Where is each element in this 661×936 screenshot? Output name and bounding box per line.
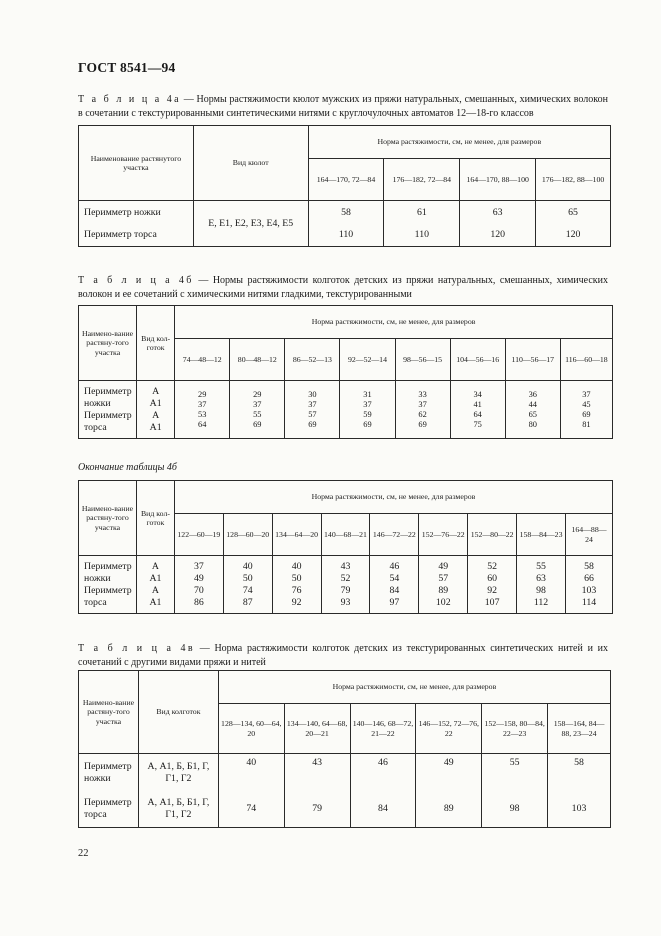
table-4b-end-col [370, 556, 419, 614]
table-4b-cell: 69 [418, 419, 427, 429]
table-4b-end-cell: 98 [536, 584, 546, 596]
table-4b-end-caption: Окончание таблицы 4б [78, 462, 177, 473]
table-4v-cell: 74 [218, 792, 284, 828]
document-title: ГОСТ 8541—94 [78, 60, 176, 75]
table-4b-end-col [419, 556, 468, 614]
table-4b-size: 74—48—12 [175, 339, 230, 381]
table-4b-header-kind: Вид кол-готок [137, 306, 175, 381]
table-4b-end-size: 152—80—22 [468, 514, 517, 556]
table-4b-kind: А1 [149, 421, 162, 433]
table-4b-size: 104—56—16 [450, 339, 505, 381]
table-4v-size: 158—164, 84—88, 23—24 [548, 704, 611, 754]
table-4b-end-size: 140—68—21 [321, 514, 370, 556]
table-4b-end-cell: 102 [435, 596, 451, 608]
table-4b-cell: 62 [418, 409, 427, 419]
table-4b-end-cell: 97 [389, 596, 400, 608]
table-4b-end-cell: 92 [487, 584, 498, 596]
table-4b-end-size: 146—72—22 [370, 514, 419, 556]
table-4a-cell: 110 [384, 225, 460, 247]
table-4b-end-size: 152—76—22 [419, 514, 468, 556]
table-4b-end-size: 164—88—24 [565, 514, 612, 556]
table-4b-cell: 37 [418, 399, 427, 409]
table-4b-cell: 69 [363, 419, 372, 429]
table-4v-cell: 58 [548, 754, 611, 792]
table-4v-kinds: А, А1, Б, Б1, Г, Г1, Г2 [138, 754, 218, 792]
table-4v [78, 670, 611, 828]
table-4b-end-cell: 70 [193, 584, 204, 596]
table-4b-end-cell: 66 [584, 572, 594, 584]
table-4v-header-norm: Норма растяжимости, см, не менее, для размеров [218, 671, 610, 704]
table-4v-cell: 103 [548, 792, 611, 828]
table-4b-end-cell: 40 [242, 560, 253, 572]
table-4b-kinds [137, 381, 175, 439]
table-4b-cell: 45 [582, 399, 591, 409]
table-4a-row-label: Перимметр торса [79, 225, 194, 247]
table-4v-cell: 79 [284, 792, 350, 828]
table-4b-cell: 33 [418, 389, 427, 399]
table-4b-end-cell: 50 [242, 572, 253, 584]
table-4v-cell: 84 [350, 792, 416, 828]
table-4b-cell: 69 [253, 419, 262, 429]
table-4v-header-kind: Вид колготок [138, 671, 218, 754]
table-4b-end-col [223, 556, 272, 614]
table-4a-row-label: Перимметр ножки [79, 201, 194, 225]
table-4b-end-cell: 55 [536, 560, 546, 572]
table-4v-header-name: Наимено-вание растяну-того участка [79, 671, 139, 754]
table-4b-end-kind: А1 [149, 596, 162, 608]
table-4b-cell: 44 [528, 399, 537, 409]
table-4b-cell: 69 [582, 409, 591, 419]
table-4b-header-name: Наимено-вание растяну-того участка [79, 306, 137, 381]
table-4b-end-kinds [136, 556, 174, 614]
table-4a-caption [78, 93, 608, 121]
table-4b-cell: 55 [253, 409, 262, 419]
table-4b-cell: 64 [473, 409, 482, 419]
table-4a-header-norm: Норма растяжимости, см, не менее, для размеров [308, 126, 610, 159]
table-4b-end-cell: 84 [389, 584, 400, 596]
table-4v-cell: 40 [218, 754, 284, 792]
table-4v-kinds: А, А1, Б, Б1, Г, Г1, Г2 [138, 792, 218, 828]
table-4v-label: Т а б л и ц а 4в [78, 643, 195, 654]
table-4b-end-cell: 43 [340, 560, 351, 572]
table-4b-end-cell: 50 [291, 572, 302, 584]
table-4b-caption [78, 274, 608, 302]
table-4b-end-cell: 46 [389, 560, 400, 572]
table-4a-header-kind: Вид кюлот [193, 126, 308, 201]
table-4b-cell: 37 [253, 399, 262, 409]
table-4a-size: 176—182, 88—100 [536, 159, 611, 201]
table-4b-kind: А1 [149, 397, 162, 409]
table-4v-size: 140—146, 68—72, 21—22 [350, 704, 416, 754]
table-4b-end-size: 134—64—20 [272, 514, 321, 556]
table-4b-end-row-labels [79, 556, 137, 614]
table-4b-end-cell: 93 [340, 596, 351, 608]
table-4a-title: — Нормы растяжимости кюлот мужских из пряжи натуральных, смешанных, химических волокон в сочетании с текстурированными синтетическими нитями с круглочулочных автоматов 12—18-го классов [78, 94, 608, 119]
table-4a-kind-value: Е, Е1, Е2, Е3, Е4, Е5 [193, 201, 308, 247]
table-4b-col [395, 381, 450, 439]
table-4a-label: Т а б л и ц а 4а [78, 94, 181, 105]
table-4b-cell: 31 [363, 389, 372, 399]
table-4a-size: 164—170, 88—100 [460, 159, 536, 201]
table-4b-size: 116—60—18 [560, 339, 612, 381]
table-4b-kind: А [152, 409, 160, 421]
table-4b-size: 110—56—17 [505, 339, 560, 381]
table-4b-end-row-label: Перимметр торса [84, 584, 132, 608]
table-4b-end-kind: А [151, 560, 159, 572]
table-4b-end-col [565, 556, 612, 614]
table-4b-end-cell: 89 [438, 584, 449, 596]
table-4b-cell: 37 [582, 389, 591, 399]
table-4b-cell: 53 [198, 409, 207, 419]
table-4b-cell: 80 [528, 419, 537, 429]
table-4b-end-size: 128—60—20 [223, 514, 272, 556]
table-4b-col [230, 381, 285, 439]
table-4b-cell: 57 [308, 409, 317, 419]
table-4b-col [450, 381, 505, 439]
table-4b-cell: 37 [308, 399, 317, 409]
table-4v-cell: 46 [350, 754, 416, 792]
table-4b-end-cell: 114 [581, 596, 597, 608]
table-4b-cell: 36 [528, 389, 537, 399]
table-4b-title: — Нормы растяжимости колготок детских из пряжи натуральных, смешанных, химических волокон и ее сочетаний с химическими нитями гладкими, текстурированными [78, 275, 608, 300]
table-4v-cell: 98 [482, 792, 548, 828]
table-4b [78, 305, 613, 439]
table-4b-col [560, 381, 612, 439]
table-4a-header-name: Наименование растянутого участка [79, 126, 194, 201]
table-4b-label: Т а б л и ц а 4б [78, 275, 194, 286]
table-4b-col [285, 381, 340, 439]
table-4b-size: 98—56—15 [395, 339, 450, 381]
table-4b-row-label: Перимметр ножки [84, 385, 132, 409]
table-4b-end-cell: 52 [340, 572, 351, 584]
table-4v-cell: 43 [284, 754, 350, 792]
table-4b-end-cell: 79 [340, 584, 351, 596]
table-4b-end-size: 122—60—19 [174, 514, 223, 556]
table-4b-end-cell: 107 [484, 596, 500, 608]
table-4v-cell: 49 [416, 754, 482, 792]
table-4v-size: 128—134, 60—64, 20 [218, 704, 284, 754]
table-4b-end-col [321, 556, 370, 614]
table-4a-cell: 61 [384, 201, 460, 225]
table-4b-end-cell: 103 [581, 584, 597, 596]
table-4b-end-cell: 74 [242, 584, 253, 596]
table-4b-col [340, 381, 395, 439]
table-4a-size: 164—170, 72—84 [308, 159, 384, 201]
table-4b-size: 80—48—12 [230, 339, 285, 381]
table-4b-end-cell: 54 [389, 572, 400, 584]
table-4b-end-col [272, 556, 321, 614]
table-4b-cell: 65 [528, 409, 537, 419]
table-4b-cell: 81 [582, 419, 591, 429]
table-4b-end-cell: 49 [193, 572, 204, 584]
table-4b-row-labels [79, 381, 137, 439]
table-4b-end-cell: 60 [487, 572, 498, 584]
table-4b-cell: 29 [253, 389, 262, 399]
table-4b-end [78, 480, 613, 614]
table-4b-end-col [174, 556, 223, 614]
table-4b-end-row-label: Перимметр ножки [84, 560, 132, 584]
table-4b-col [175, 381, 230, 439]
table-4b-end-cell: 76 [291, 584, 302, 596]
table-4a-cell: 58 [308, 201, 384, 225]
table-4v-size: 152—158, 80—84, 22—23 [482, 704, 548, 754]
table-4b-end-cell: 58 [584, 560, 594, 572]
table-4b-end-cell: 63 [536, 572, 546, 584]
table-4a-cell: 63 [460, 201, 536, 225]
table-4b-end-header-name: Наимено-вание растяну-того участка [79, 481, 137, 556]
table-4b-kind: А [152, 385, 160, 397]
table-4a-cell: 65 [536, 201, 611, 225]
table-4b-header-norm: Норма растяжимости, см, не менее, для размеров [175, 306, 613, 339]
table-4b-end-cell: 112 [533, 596, 549, 608]
table-4b-end-cell: 92 [291, 596, 302, 608]
table-4v-size: 146—152, 72—76, 22 [416, 704, 482, 754]
page-number: 22 [78, 848, 89, 859]
table-4a [78, 125, 611, 247]
table-4b-cell: 41 [473, 399, 482, 409]
table-4v-caption [78, 642, 608, 670]
table-4v-cell: 55 [482, 754, 548, 792]
table-4b-cell: 75 [473, 419, 482, 429]
table-4v-cell: 89 [416, 792, 482, 828]
table-4b-size: 86—52—13 [285, 339, 340, 381]
table-4b-end-size: 158—84—23 [517, 514, 566, 556]
table-4v-row-label: Перимметр ножки [79, 754, 139, 792]
table-4b-size: 92—52—14 [340, 339, 395, 381]
table-4b-cell: 37 [198, 399, 207, 409]
table-4b-end-cell: 57 [438, 572, 449, 584]
table-4v-size: 134—140, 64—68, 20—21 [284, 704, 350, 754]
table-4b-end-col [517, 556, 566, 614]
table-4b-col [505, 381, 560, 439]
table-4b-end-kind: А1 [149, 572, 162, 584]
table-4a-cell: 120 [536, 225, 611, 247]
table-4v-title: — Норма растяжимости колготок детских из текстурированных синтетических нитей и их сочетаний с другими видами пряжи и нитей [78, 643, 608, 668]
table-4b-cell: 64 [198, 419, 207, 429]
table-4b-end-cell: 37 [193, 560, 204, 572]
table-4b-end-cell: 49 [438, 560, 449, 572]
table-4b-end-cell: 40 [291, 560, 302, 572]
table-4b-end-cell: 52 [487, 560, 498, 572]
table-4b-end-header-kind: Вид кол-готок [136, 481, 174, 556]
table-4b-end-header-norm: Норма растяжимости, см, не менее, для размеров [174, 481, 612, 514]
table-4b-row-label: Перимметр торса [84, 409, 132, 433]
table-4v-row-label: Перимметр торса [79, 792, 139, 828]
table-4b-cell: 29 [198, 389, 207, 399]
table-4a-cell: 110 [308, 225, 384, 247]
table-4b-end-kind: А [151, 584, 159, 596]
table-4b-cell: 69 [308, 419, 317, 429]
table-4b-cell: 37 [363, 399, 372, 409]
table-4b-cell: 34 [473, 389, 482, 399]
table-4a-size: 176—182, 72—84 [384, 159, 460, 201]
table-4a-cell: 120 [460, 225, 536, 247]
table-4b-cell: 30 [308, 389, 317, 399]
table-4b-cell: 59 [363, 409, 372, 419]
table-4b-end-col [468, 556, 517, 614]
table-4b-end-cell: 86 [193, 596, 204, 608]
table-4b-end-cell: 87 [242, 596, 253, 608]
